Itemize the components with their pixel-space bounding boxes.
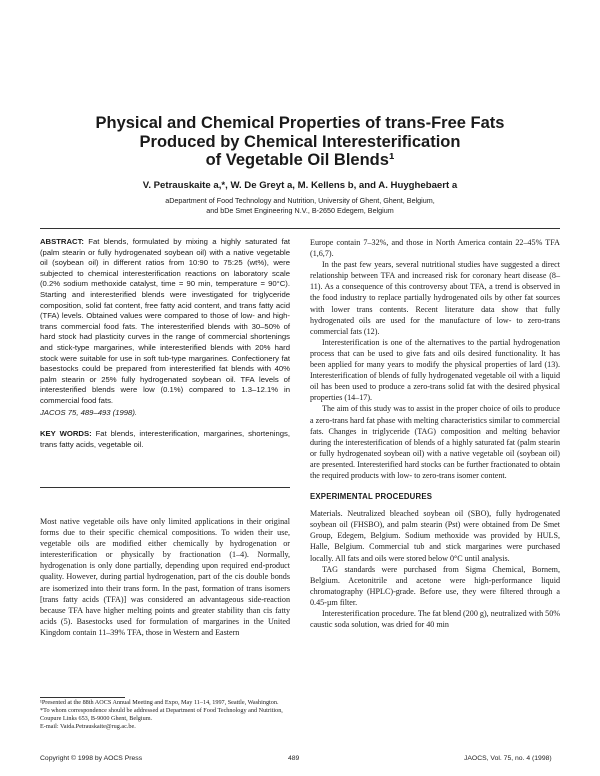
- author-list: V. Petrauskaite a,*, W. De Greyt a, M. Kellens b, and A. Huyghebaert a: [142, 180, 458, 191]
- keywords-label: KEY WORDS:: [40, 429, 92, 439]
- title-line-1: Physical and Chemical Properties of trans-Free Fats: [95, 114, 505, 132]
- footnote-email: E-mail: Vaida.Petrauskaite@rug.ac.be.: [40, 723, 136, 731]
- paper-title: [60, 114, 540, 170]
- footer-journal: JAOCS, Vol. 75, no. 4 (1998): [464, 755, 552, 762]
- affiliations: [40, 196, 560, 216]
- abstract-label: ABSTRACT:: [40, 237, 84, 246]
- footnotes: [40, 699, 290, 731]
- right-paragraph-2: In the past few years, several nutritional studies have suggested a direct relationship between TFA and increased risk for coronary heart disease (8–11). As a consequence of this controversy about TFA, a trend is observed in the food industry to replace partially hydrogenated oils by other fat sources with lower trans contents. Recent literature data show that fully hydrogenated oils are used for the manufacture of low- to zero-trans commercial fats (12).: [310, 260, 560, 336]
- title-line-3: of Vegetable Oil Blends¹: [205, 151, 395, 169]
- footnote-correspondence: *To whom correspondence should be addressed at Department of Food Technology and Nutrition, Coupure Links 653, B-9000 Ghent, Belgium.: [40, 707, 283, 723]
- right-paragraph-1: Europe contain 7–32%, and those in North America contain 22–45% TFA (1,6,7).: [310, 238, 560, 259]
- right-paragraph-4: The aim of this study was to assist in the proper choice of oils to produce a zero-trans hard fat phase with melting characteristics similar to commercial fats. Changes in triglyceride (TAG) composition and melting behavior during the interesterification of blends of a highly saturated fat (palm stearin or fully hydrogenated soybean oil) with a native vegetable oil (soybean oil) are presented. Interesterified hard stocks can be further fractionated to obtain the required products with low- to zero-trans isomer content.: [310, 404, 560, 480]
- footer-page-number: 489: [288, 755, 300, 762]
- abstract-block: [40, 237, 290, 450]
- right-paragraph-3: Interesterification is one of the alternatives to the partial hydrogenation process that can be used to give fats and oils desired functionality. It has been applied for many years to modify the physical properties of lard (13). Interesterification of blends of fully hydrogenated vegetable oil with a liquid oil has been used to produce a zero-trans solid fat with the desired physical properties (14–17).: [310, 337, 560, 403]
- keywords-text: Fat blends, interesterification, margarines, shortenings, trans fatty acids, vegetable oil.: [40, 429, 290, 449]
- intro-paragraph: Most native vegetable oils have only limited applications in their original forms due to their specific chemical compositions. To widen their use, vegetable oils are modified either chemically by hydrogenation or interesterification or physically by fractionation (1–4). Normally, hydrogenation is only done partially, depending upon required end-product quality. However, during partial hydrogenation, part of the cis double bonds are isomerized into their trans form. In the past, formation of trans isomers [trans fatty acids (TFA)] was considered an advantageous side-reaction because TFA have higher melting points and greater stability than cis fatty acids (5). Basestocks used for formulation of margarines in the United Kingdom contain 11–39% TFA, those in Western and Eastern: [40, 517, 290, 637]
- abstract-paragraph: [40, 237, 290, 407]
- abstract-citation: JACOS 75, 489–493 (1998).: [40, 407, 138, 417]
- introduction: [40, 516, 290, 638]
- affiliation-a: aDepartment of Food Technology and Nutrition, University of Ghent, Ghent, Belgium,: [165, 196, 435, 205]
- header-rule: [40, 228, 560, 229]
- right-paragraph-6: TAG standards were purchased from Sigma Chemical, Bornem, Belgium. Acetonitrile and acetone were high-performance liquid chromatography (HPLC)-grade. Before use, they were filtered through a 0.45-µm filter.: [310, 564, 560, 607]
- right-paragraph-5: Materials. Neutralized bleached soybean oil (SBO), fully hydrogenated soybean oil (FHSBO), and palm stearin (Pst) were obtained from De Smet Group, Edegem, Belgium. Sodium methoxide was provided by HULS, Halle, Belgium. Commercial tub and stick margarines were purchased locally. All fats and oils were stored below 0°C until analysis.: [310, 509, 560, 563]
- abstract-text: Fat blends, formulated by mixing a highly saturated fat (palm stearin or fully hydrogenated soybean oil) with a native vegetable oil (soybean oil) in different ratios from 10:90 to 75:25 (wt%), were subjected to chemical interesterification reactions on laboratory scale (0.2% sodium methoxide catalyst, time = 90 min, temperature = 90°C). Starting and interesterified blends were investigated for triglyceride composition, solid fat content, free fatty acid content, and trans fatty acid (TFA) levels. Obtained values were compared to those of low- and high-trans commercial food fats. The interesterified blends with 30–50% of hard stock had plasticity curves in the range of commercial shortenings and stick-type margarines, while interesterified blends with 20% hard stock were suitable for use in soft tub-type margarines. Confectionery fat basestocks could be prepared from interesterified fat blends with 40% palm stearin or 25% fully hydrogenated soybean oil. TFA levels of interesterified blends were low (0.1%) compared to 1.3–12.1% in commercial food fats.: [40, 237, 290, 405]
- footer-copyright: Copyright © 1998 by AOCS Press: [40, 755, 143, 762]
- footnote-presented: ¹Presented at the 88th AOCS Annual Meeting and Expo, May 11–14, 1997, Seattle, Washington.: [40, 699, 279, 706]
- keywords-paragraph: [40, 429, 290, 450]
- title-line-2: Produced by Chemical Interesterification: [139, 132, 461, 151]
- abstract-rule: [40, 487, 290, 488]
- right-paragraph-7: Interesterification procedure. The fat blend (200 g), neutralized with 50% caustic soda solution, was dried for 40 min: [310, 609, 560, 630]
- right-column: [310, 237, 560, 630]
- affiliation-b: and bDe Smet Engineering N.V., B-2650 Edegem, Belgium: [206, 206, 394, 215]
- footnote-rule: [40, 697, 125, 698]
- section-heading: EXPERIMENTAL PROCEDURES: [310, 492, 433, 502]
